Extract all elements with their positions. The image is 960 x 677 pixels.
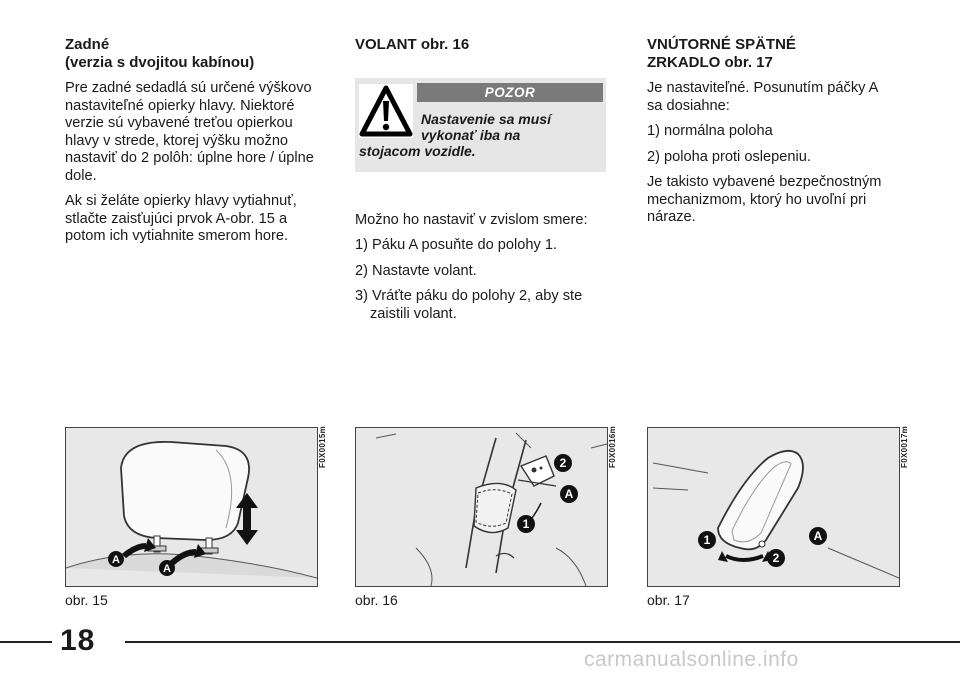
- svg-text:A: A: [813, 529, 823, 543]
- label-1: [698, 531, 716, 549]
- heading-rest: obr. 16: [416, 36, 470, 53]
- list-item: 2) poloha proti oslepeniu.: [647, 148, 811, 165]
- warning-triangle-icon: [359, 84, 413, 138]
- svg-text:A: A: [163, 563, 171, 575]
- heading-bold: VOLANT: [355, 36, 417, 53]
- svg-text:2: 2: [772, 551, 780, 565]
- list-item: 2) Nastavte volant.: [355, 262, 477, 279]
- list-item: 1) Páku A posuňte do polohy 1.: [355, 237, 558, 253]
- figure-headrest: [65, 427, 318, 587]
- headrest-illustration: [66, 428, 317, 586]
- heading-line-2: (verzia s dvojitou kabínou): [65, 54, 255, 71]
- section-heading: [647, 36, 897, 72]
- heading-line-1: Zadné: [65, 36, 110, 53]
- warning-text: Nastavenie sa musí vykonať iba na: [421, 110, 551, 143]
- label-1: [517, 515, 535, 533]
- warning-text-continued: stojacom vozidle.: [359, 142, 476, 159]
- paragraph: Je takisto vybavené bezpečnostným mechanizmom, ktorý ho uvoľní pri náraze.: [647, 174, 882, 225]
- figure-caption: obr. 17: [647, 592, 690, 608]
- column-rear-view-mirror: [647, 36, 897, 235]
- label-a: [560, 485, 578, 503]
- figure-rear-view-mirror: [647, 427, 900, 587]
- paragraph: Pre zadné sedadlá sú určené výškovo nastaviteľné opierky hlavy. Niektoré verzie sú vybavené treťou opierkou hlavy v strede, ktorej výšku možno nastaviť do 2 polôh: úplne hore / úplne dole.: [65, 80, 314, 184]
- page-number: 18: [60, 624, 96, 657]
- svg-text:1: 1: [703, 533, 711, 547]
- column-rear-headrests: [65, 36, 325, 254]
- figure-code: F0X0016m: [608, 426, 617, 468]
- paragraph: Ak si želáte opierky hlavy vytiahnuť, stlačte zaisťujúci prvok A-obr. 15 a potom ich vytiahnite smerom hore.: [65, 193, 297, 244]
- label-a: [108, 551, 124, 567]
- figure-steering-column: [355, 427, 608, 587]
- heading-line-2: ZRKADLO obr. 17: [647, 54, 773, 71]
- section-heading: [355, 36, 610, 54]
- footer-rule-left: [0, 641, 52, 643]
- label-a: [159, 560, 175, 576]
- figure-caption: obr. 16: [355, 592, 398, 608]
- list-item: 1) normálna poloha: [647, 123, 773, 139]
- heading-line-1: VNÚTORNÉ SPÄTNÉ: [647, 36, 796, 53]
- svg-text:A: A: [112, 554, 120, 566]
- svg-text:2: 2: [559, 456, 567, 470]
- paragraph: Možno ho nastaviť v zvislom smere:: [355, 211, 588, 228]
- mirror-illustration: [648, 428, 899, 586]
- column-steering-wheel: [355, 36, 610, 331]
- label-2: [767, 549, 785, 567]
- figure-code: F0X0017m: [900, 426, 909, 468]
- figure-caption: obr. 15: [65, 592, 108, 608]
- steering-column-illustration: [356, 428, 607, 586]
- list-item: 3) Vráťte páku do polohy 2, aby ste zaistili volant.: [355, 288, 583, 322]
- svg-text:1: 1: [522, 517, 530, 531]
- svg-text:A: A: [564, 487, 574, 501]
- paragraph: Je nastaviteľné. Posunutím páčky A sa dosiahne:: [647, 80, 878, 114]
- section-heading: [65, 36, 325, 72]
- watermark: carmanualsonline.info: [584, 648, 799, 671]
- warning-header: POZOR: [417, 83, 603, 102]
- footer-rule-right: [125, 641, 960, 643]
- figure-code: F0X0015m: [318, 426, 327, 468]
- label-2: [554, 454, 572, 472]
- label-a: [809, 527, 827, 545]
- warning-box: [355, 78, 606, 172]
